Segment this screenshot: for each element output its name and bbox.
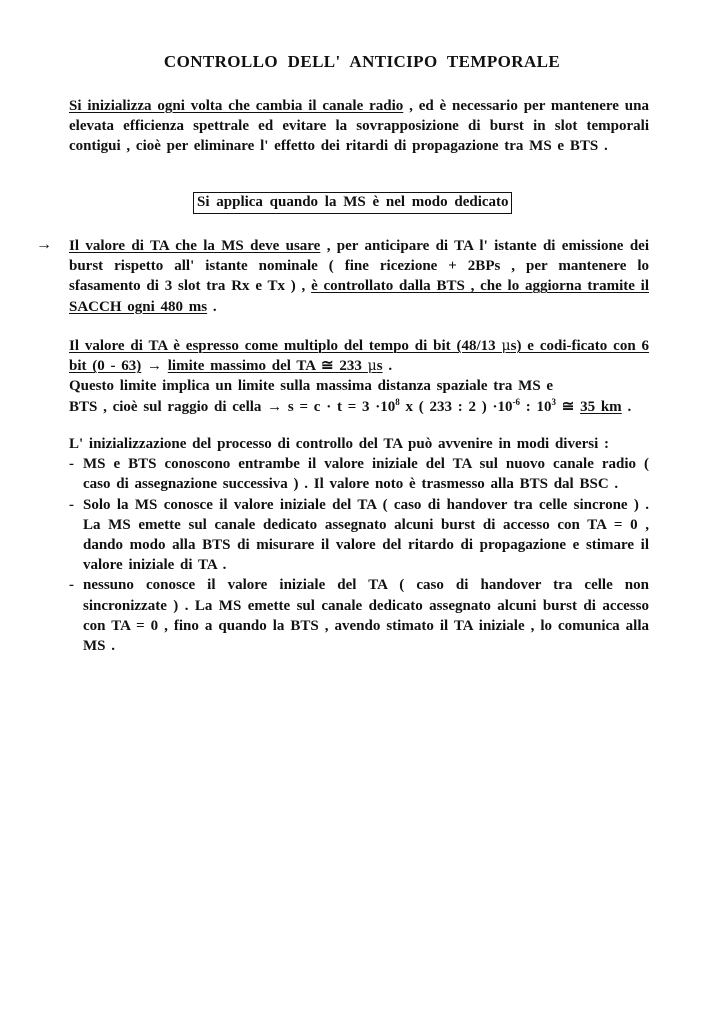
intro-paragraph	[69, 96, 649, 157]
dash-marker: -	[69, 496, 74, 513]
page-title: CONTROLLO DELL' ANTICIPO TEMPORALE	[163, 52, 561, 71]
ta-usage-text-2: .	[207, 298, 217, 315]
list-item	[69, 454, 649, 494]
ta-limit-unit: s	[376, 358, 383, 375]
ta-value-line-3: Questo limite implica un limite sulla massima distanza spaziale tra MS e	[69, 378, 554, 395]
formula-part-b: x ( 233 : 2 ) ·10	[399, 398, 513, 415]
mu-symbol: μ	[501, 338, 511, 354]
init-paragraph	[69, 434, 649, 656]
ta-limit-text: limite massimo del TA ≅ 233	[167, 358, 368, 375]
intro-text: , ed è necessario per mantenere una elevata efficienza spettrale ed evitare la sovrapposizione di burst in slot temporali contigui , cioè per eliminare l' effetto dei ritardi di propagazione tra MS e BTS .	[69, 98, 649, 155]
mu-symbol: μ	[367, 358, 377, 375]
list-item-text: MS e BTS conoscono entrambe il valore iniziale del TA sul nuovo canale radio ( caso di assegnazione successiva ) . Il valore noto è trasmesso alla BTS dal BSC .	[83, 456, 649, 493]
ta-usage-paragraph	[69, 236, 649, 317]
dash-marker: -	[69, 577, 74, 594]
ta-usage-underlined-1: Il valore di TA che la MS deve usare	[69, 238, 321, 254]
list-item	[69, 575, 649, 656]
ta-value-text-1a: Il valore di TA è espresso come multiplo del tempo di bit (48/13	[69, 338, 502, 354]
init-lead: L' inizializzazione del processo di controllo del TA può avvenire in modi diversi :	[69, 436, 610, 452]
ta-value-text-2: .	[382, 358, 393, 375]
ta-value-line-4	[69, 397, 649, 417]
list-item-text: Solo la MS conosce il valore iniziale del TA ( caso di handover tra celle sincrone ) . La MS emette sul canale dedicato assegnato alcuni burst di accesso con TA = 0 , dando modo alla BTS di misurare il valore del ritardo di propagazione e stimare il valore iniziale di TA .	[83, 496, 649, 574]
arrow-bullet-icon: →	[36, 236, 52, 253]
formula-part-a: BTS , cioè sul raggio di cella → s = c · t = 3 ·10	[69, 398, 396, 415]
formula-result: 35 km	[580, 398, 622, 415]
exponent-2: -6	[512, 396, 521, 407]
list-item-text: nessuno conosce il valore iniziale del TA ( caso di handover tra celle non sincronizzate ) . La MS emette sul canale dedicato assegnato alcuni burst di accesso con TA = 0 , fino a quando la BTS , avendo stimato il TA iniziale , lo comunica alla MS .	[83, 577, 649, 655]
boxed-note: Si applica quando la MS è nel modo dedicato	[193, 192, 512, 214]
ta-value-text-1b: s) e codi-ficato con 6 bit (0 - 63)	[69, 338, 650, 375]
dash-marker: -	[69, 456, 74, 473]
exponent-1: 8	[395, 396, 400, 407]
ta-usage-underlined-2: è controllato dalla BTS , che lo aggiorna tramite il SACCH ogni 480 ms	[69, 278, 649, 315]
exponent-3: 3	[551, 396, 557, 407]
intro-underlined-text: Si inizializza ogni volta che cambia il canale radio	[69, 98, 404, 114]
list-item	[69, 495, 649, 576]
ta-value-underlined-2	[168, 358, 383, 374]
ta-value-paragraph	[69, 336, 649, 417]
formula-part-e: .	[621, 398, 632, 415]
formula-part-d: ≅	[556, 398, 581, 415]
ta-value-arrow: →	[141, 358, 168, 375]
formula-part-c: : 10	[520, 398, 552, 415]
ta-usage-text-1: , per anticipare di TA l' istante di emissione dei burst rispetto all' istante nominale ( fine ricezione + 2BPs , per mantenere lo sfasamento di 3 slot tra Rx e Tx ) ,	[69, 238, 649, 295]
